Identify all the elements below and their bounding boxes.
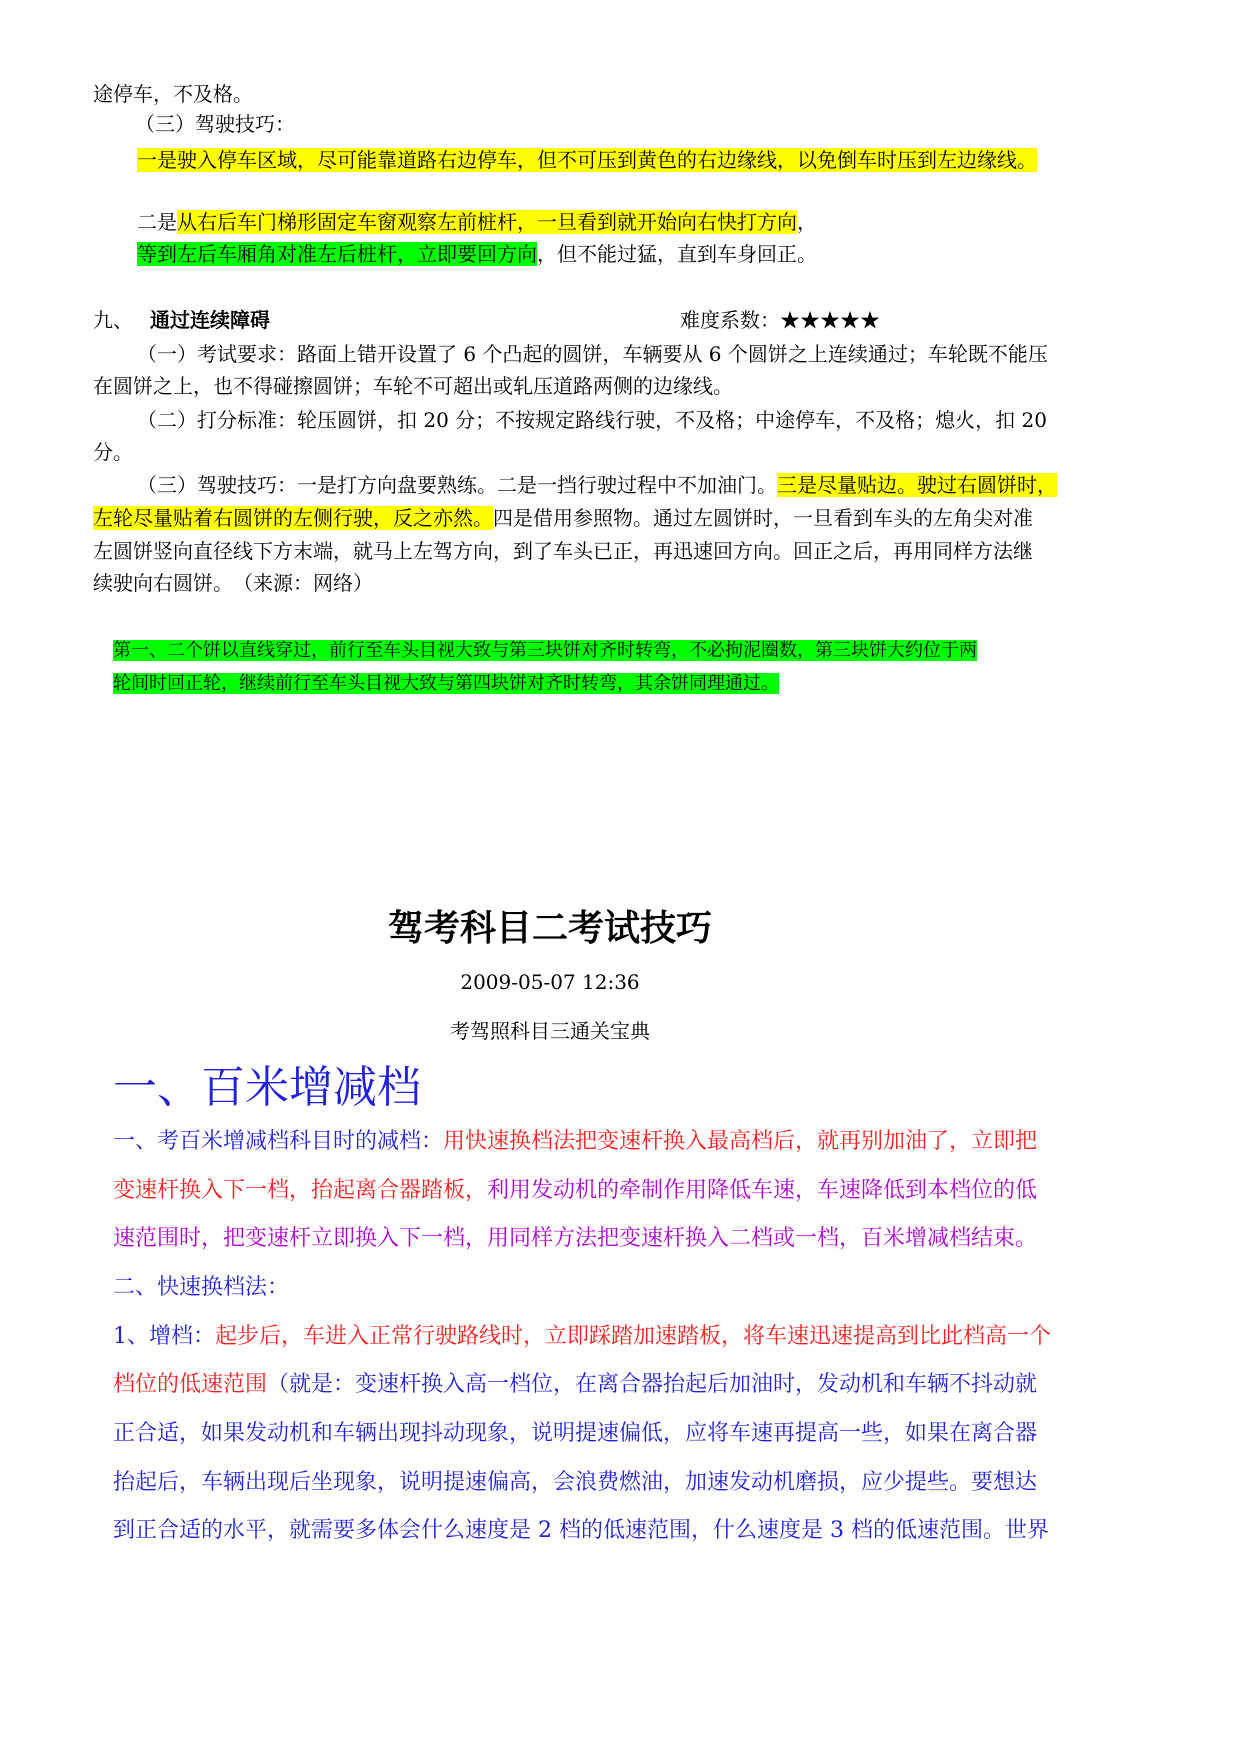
paragraph-text: 变速杆换入下一档，抬起离合器踏板， bbox=[113, 1178, 488, 1203]
text-line bbox=[113, 1370, 1037, 1400]
text-line bbox=[135, 110, 295, 138]
highlighted-line bbox=[137, 146, 1037, 174]
text-line bbox=[113, 1176, 1037, 1206]
section-heading bbox=[93, 306, 133, 334]
paragraph-text: 起步后，车进入正常行驶路线时，立即踩踏加速踏板，将车速迅速提高到比此档高一个 bbox=[215, 1324, 1052, 1349]
text-line bbox=[113, 1468, 1037, 1498]
highlighted-text: 等到左后车厢角对准左后桩杆，立即要回方向 bbox=[137, 242, 537, 266]
paragraph-text: 续驶向右圆饼。 （来源：网络） bbox=[93, 571, 373, 595]
highlighted-text: 三是尽量贴边。驶过右圆饼时， bbox=[777, 473, 1057, 497]
paragraph-text: 抬起后，车辆出现后坐现象，说明提速偏高，会浪费燃油，加速发动机磨损，应少提些。要想达 bbox=[113, 1470, 1038, 1495]
article-subtitle: 考驾照科目三通关宝典 bbox=[450, 1019, 650, 1043]
paragraph-text: （一）考试要求：路面上错开设置了 6 个凸起的圆饼，车辆要从 6 个圆饼之上连续通过；车轮既不能压 bbox=[137, 342, 1048, 366]
paragraph-text: 1、增档： bbox=[113, 1324, 215, 1349]
text-line bbox=[93, 569, 373, 597]
paragraph-text: ，但不能过猛，直到车身回正。 bbox=[537, 242, 817, 266]
highlighted-text: 从右后车门梯形固定车窗观察左前桩杆，一旦看到就开始向右快打方向 bbox=[177, 210, 797, 234]
paragraph-text: 速范围时，把变速杆立即换入下一档，用同样方法把变速杆换入二档或一档，百米增减档结束。 bbox=[113, 1226, 1038, 1251]
text-line bbox=[113, 1273, 289, 1303]
paragraph-text: （就是：变速杆换入高一档位，在离合器抬起后加油时，发动机和车辆不抖动就 bbox=[267, 1372, 1038, 1397]
text-line bbox=[93, 80, 253, 108]
section-title bbox=[150, 306, 270, 334]
text-line bbox=[93, 504, 1033, 532]
text-line bbox=[113, 1516, 1049, 1546]
paragraph-text: 档位的低速范围 bbox=[113, 1372, 268, 1397]
text-line bbox=[137, 340, 1048, 368]
paragraph-text: 用快速换档法把变速杆换入最高档后，就再别加油了，立即把 bbox=[443, 1129, 1038, 1154]
paragraph-text: 在圆饼之上，也不得碰擦圆饼；车轮不可超出或轧压道路两侧的边缘线。 bbox=[93, 374, 733, 398]
paragraph-text: 二、快速换档法： bbox=[113, 1275, 290, 1300]
highlighted-line bbox=[113, 670, 779, 698]
highlighted-text: 第一、二个饼以直线穿过，前行至车头目视大致与第三块饼对齐时转弯，不必拘泥圈数，第三块饼大约位于两 bbox=[113, 640, 977, 661]
text-line bbox=[137, 406, 1047, 434]
paragraph-text: ， bbox=[797, 210, 817, 234]
text-line bbox=[137, 208, 817, 236]
section-heading-big: 一、百米增减档 bbox=[113, 1062, 421, 1113]
text-line bbox=[93, 372, 733, 400]
highlighted-text: 轮间时回正轮，继续前行至车头目视大致与第四块饼对齐时转弯，其余饼同理通过。 bbox=[113, 673, 779, 694]
paragraph-text: 正合适，如果发动机和车辆出现抖动现象，说明提速偏低，应将车速再提高一些，如果在离合器 bbox=[113, 1421, 1038, 1446]
article-title: 驾考科目二考试技巧 bbox=[387, 908, 712, 949]
text-line bbox=[113, 1322, 1051, 1352]
difficulty-rating bbox=[680, 306, 880, 334]
section-title-text: 通过连续障碍 bbox=[150, 308, 270, 332]
highlighted-line bbox=[113, 637, 977, 665]
paragraph-text: （三）驾驶技巧：一是打方向盘要熟练。二是一挡行驶过程中不加油门。 bbox=[137, 473, 777, 497]
star-rating-icon: ★★★★★ bbox=[780, 308, 880, 332]
highlighted-text: 一是驶入停车区域，尽可能靠道路右边停车，但不可压到黄色的右边缘线，以免倒车时压到左边缘线。 bbox=[137, 148, 1037, 172]
text-line bbox=[113, 1224, 1037, 1254]
text-line bbox=[93, 537, 1033, 565]
text-line bbox=[93, 438, 133, 466]
section-number: 九、 bbox=[93, 308, 133, 332]
difficulty-label: 难度系数： bbox=[680, 308, 780, 332]
text-line bbox=[113, 1127, 1037, 1157]
text-line bbox=[137, 240, 817, 268]
highlighted-text: 左轮尽量贴着右圆饼的左侧行驶，反之亦然。 bbox=[93, 506, 493, 530]
paragraph-text: 利用发动机的牵制作用降低车速，车速降低到本档位的低 bbox=[487, 1178, 1038, 1203]
paragraph-text: 到正合适的水平，就需要多体会什么速度是 2 档的低速范围，什么速度是 3 档的低速范围。世界 bbox=[113, 1518, 1049, 1543]
paragraph-text: 二是 bbox=[137, 210, 177, 234]
paragraph-text: 途停车，不及格。 bbox=[93, 82, 253, 106]
paragraph-text: 四是借用参照物。通过左圆饼时，一旦看到车头的左角尖对准 bbox=[493, 506, 1033, 530]
paragraph-text: 左圆饼竖向直径线下方末端，就马上左驾方向，到了车头已正，再迅速回方向。回正之后，再用同样方法继 bbox=[93, 539, 1033, 563]
paragraph-text: 分。 bbox=[93, 440, 133, 464]
text-line bbox=[113, 1419, 1037, 1449]
text-line bbox=[137, 471, 1057, 499]
subheading-text: （三）驾驶技巧： bbox=[135, 112, 295, 136]
paragraph-text: 一、考百米增减档科目时的减档： bbox=[113, 1129, 444, 1154]
article-date: 2009-05-07 12:36 bbox=[460, 970, 640, 994]
paragraph-text: （二）打分标准：轮压圆饼，扣 20 分；不按规定路线行驶，不及格；中途停车，不及格；熄火，扣 20 bbox=[137, 408, 1047, 432]
